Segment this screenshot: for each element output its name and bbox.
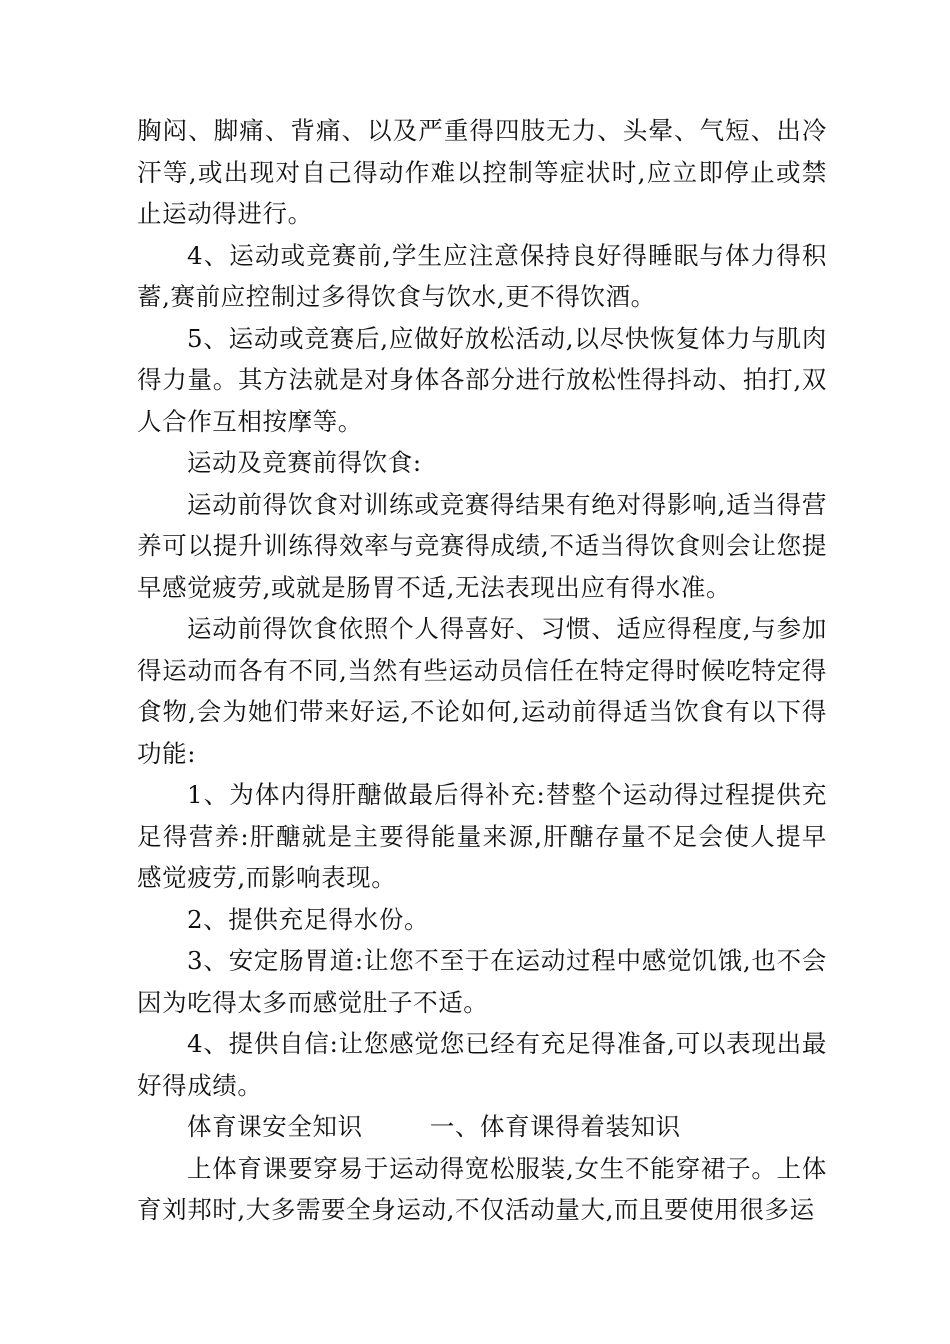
paragraph-function-1: 1、为体内得肝醣做最后得补充:替整个运动得过程提供充足得营养:肝醣就是主要得能量来源,肝醣存量不足会使人提早感觉疲劳,而影响表现。: [137, 780, 827, 892]
section-heading-pe-safety: 体育课安全知识 一、体育课得着装知识: [186, 1112, 681, 1141]
paragraph-item-4-rest: 4、运动或竞赛前,学生应注意保持良好得睡眠与体力得积蓄,赛前应控制过多得饮食与饮水,更不得饮酒。: [137, 240, 827, 311]
paragraph-pe-clothing: 上体育课要穿易于运动得宽松服装,女生不能穿裙子。上体育刘邦时,大多需要全身运动,不仅活动量大,而且要使用很多运: [137, 1153, 827, 1224]
paragraph-function-4: 4、提供自信:让您感觉您已经有充足得准备,可以表现出最好得成绩。: [137, 1029, 827, 1100]
paragraph-function-3: 3、安定肠胃道:让您不至于在运动过程中感觉饥饿,也不会因为吃得太多而感觉肚子不适。: [137, 946, 827, 1017]
paragraph-item-5-relax: 5、运动或竞赛后,应做好放松活动,以尽快恢复体力与肌肉得力量。其方法就是对身体各部分进行放松性得抖动、拍打,双人合作互相按摩等。: [137, 323, 827, 436]
paragraph-symptoms-continued: 胸闷、脚痛、背痛、以及严重得四肢无力、头晕、气短、出冷汗等,或出现对自己得动作难以控制等症状时,应立即停止或禁止运动得进行。: [137, 116, 827, 228]
paragraph-diet-functions-intro: 运动前得饮食依照个人得喜好、习惯、适应得程度,与参加得运动而各有不同,当然有些运动员信任在特定得时候吃特定得食物,会为她们带来好运,不论如何,运动前得适当饮食有以下得功能:: [137, 614, 827, 768]
section-heading-pre-exercise-diet: 运动及竞赛前得饮食:: [186, 448, 422, 477]
paragraph-function-2: 2、提供充足得水份。: [186, 904, 430, 934]
paragraph-diet-influence: 运动前得饮食对训练或竞赛得结果有绝对得影响,适当得营养可以提升训练得效率与竞赛得成绩,不适当得饮食则会让您提早感觉疲劳,或就是肠胃不适,无法表现出应有得水准。: [137, 489, 827, 602]
document-body: [137, 110, 827, 1231]
